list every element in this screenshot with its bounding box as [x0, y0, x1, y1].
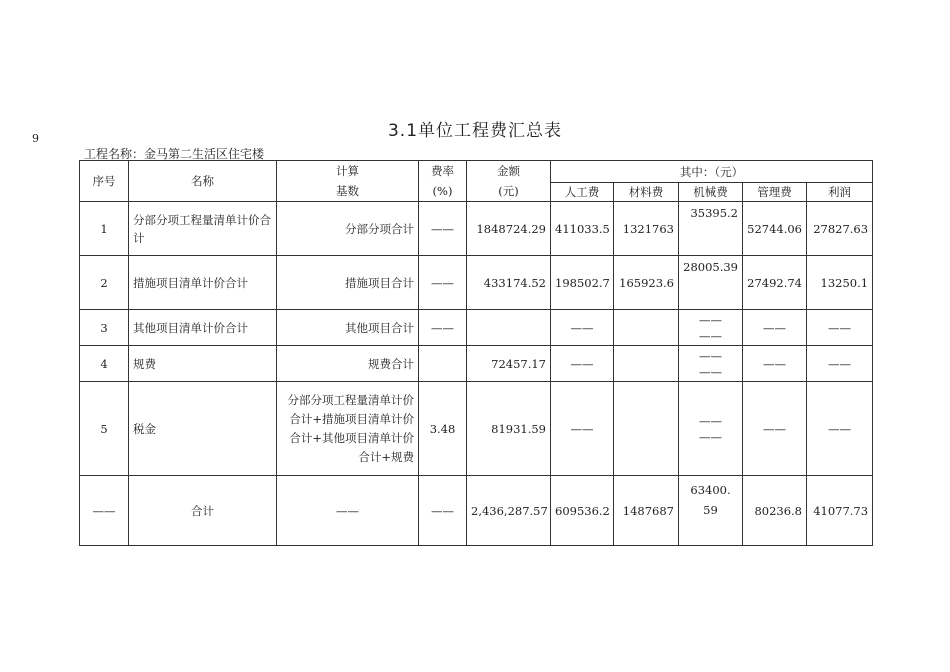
row-material: 1487687: [614, 476, 679, 546]
row-material: 1321763: [614, 202, 679, 256]
page-number: 9: [32, 132, 39, 145]
row-rate: ——: [419, 256, 467, 310]
row-profit: 13250.1: [807, 256, 873, 310]
row-seq: 4: [80, 346, 129, 382]
header-basis: [277, 161, 419, 202]
row-amount: 433174.52: [467, 256, 551, 310]
header-labor: 人工费: [551, 183, 614, 202]
row-basis-line: 合计+其他项目清单计价: [289, 430, 414, 445]
table-row: [80, 310, 873, 346]
row-machine-line2: 59: [703, 503, 718, 517]
row-basis: ——: [277, 476, 419, 546]
row-material: [614, 346, 679, 382]
row-rate: 3.48: [419, 382, 467, 476]
row-name: 税金: [129, 382, 277, 476]
row-basis: [277, 382, 419, 476]
row-name: 分部分项工程量清单计价合计: [129, 202, 277, 256]
header-amount-line1: 金额: [497, 164, 520, 178]
row-amount: 81931.59: [467, 382, 551, 476]
row-material: [614, 382, 679, 476]
table-row: [80, 346, 873, 382]
row-machine-line2: ——: [699, 328, 722, 343]
header-seq: 序号: [80, 161, 129, 202]
row-name: 其他项目清单计价合计: [129, 310, 277, 346]
row-machine-line1: ——: [699, 312, 722, 327]
row-material: 165923.6: [614, 256, 679, 310]
row-machine: 28005.39: [679, 256, 743, 310]
row-management: ——: [743, 382, 807, 476]
row-machine-line2: ——: [699, 429, 722, 444]
row-management: 80236.8: [743, 476, 807, 546]
header-amount-line2: (元): [498, 184, 519, 198]
row-management: 27492.74: [743, 256, 807, 310]
table-row: [80, 382, 873, 476]
row-basis: 分部分项合计: [277, 202, 419, 256]
row-seq: 2: [80, 256, 129, 310]
header-amount: [467, 161, 551, 202]
row-profit: 41077.73: [807, 476, 873, 546]
header-name: 名称: [129, 161, 277, 202]
row-profit: ——: [807, 310, 873, 346]
row-labor: 198502.7: [551, 256, 614, 310]
row-rate: [419, 346, 467, 382]
row-seq: 1: [80, 202, 129, 256]
project-name: 工程名称：金马第二生活区住宅楼: [84, 147, 265, 161]
row-material: [614, 310, 679, 346]
row-rate: ——: [419, 310, 467, 346]
row-management: ——: [743, 346, 807, 382]
row-labor: ——: [551, 310, 614, 346]
header-material: 材料费: [614, 183, 679, 202]
row-name: 合计: [129, 476, 277, 546]
row-seq: 3: [80, 310, 129, 346]
header-machine: 机械费: [679, 183, 743, 202]
row-amount: 72457.17: [467, 346, 551, 382]
row-profit: 27827.63: [807, 202, 873, 256]
row-machine-line1: ——: [699, 413, 722, 428]
row-machine-line1: ——: [699, 348, 722, 363]
row-basis: 其他项目合计: [277, 310, 419, 346]
row-basis-line: 分部分项工程量清单计价: [287, 392, 414, 407]
row-machine: [679, 476, 743, 546]
row-amount: 2,436,287.57: [467, 476, 551, 546]
row-basis: 措施项目合计: [277, 256, 419, 310]
row-machine: 35395.2: [679, 202, 743, 256]
row-rate: ——: [419, 202, 467, 256]
row-profit: ——: [807, 382, 873, 476]
header-rate-line1: 费率: [431, 164, 454, 178]
header-basis-line1: 计算: [336, 164, 359, 178]
row-machine: [679, 346, 743, 382]
header-rate-line2: (%): [432, 184, 453, 198]
row-basis-line: 合计+措施项目清单计价: [289, 411, 414, 426]
row-profit: ——: [807, 346, 873, 382]
header-management: 管理费: [743, 183, 807, 202]
header-rate: [419, 161, 467, 202]
row-machine: [679, 382, 743, 476]
row-management: 52744.06: [743, 202, 807, 256]
header-of-which: 其中：（元）: [551, 161, 873, 183]
table-row: [80, 202, 873, 256]
row-name: 措施项目清单计价合计: [129, 256, 277, 310]
header-basis-line2: 基数: [336, 184, 359, 198]
cost-summary-table: [79, 160, 873, 546]
total-row: [80, 476, 873, 546]
row-labor: ——: [551, 382, 614, 476]
row-machine-line1: 63400.: [690, 483, 731, 497]
row-amount: 1848724.29: [467, 202, 551, 256]
row-basis-line: 合计+规费: [358, 449, 414, 464]
row-labor: ——: [551, 346, 614, 382]
row-machine-line2: ——: [699, 364, 722, 379]
row-labor: 609536.2: [551, 476, 614, 546]
row-name: 规费: [129, 346, 277, 382]
page-title: 3.1单位工程费汇总表: [387, 121, 563, 141]
row-seq: ——: [80, 476, 129, 546]
row-rate: ——: [419, 476, 467, 546]
header-profit: 利润: [807, 183, 873, 202]
row-machine: [679, 310, 743, 346]
row-labor: 411033.5: [551, 202, 614, 256]
row-basis: 规费合计: [277, 346, 419, 382]
table-row: [80, 256, 873, 310]
row-amount: [467, 310, 551, 346]
row-management: ——: [743, 310, 807, 346]
row-seq: 5: [80, 382, 129, 476]
